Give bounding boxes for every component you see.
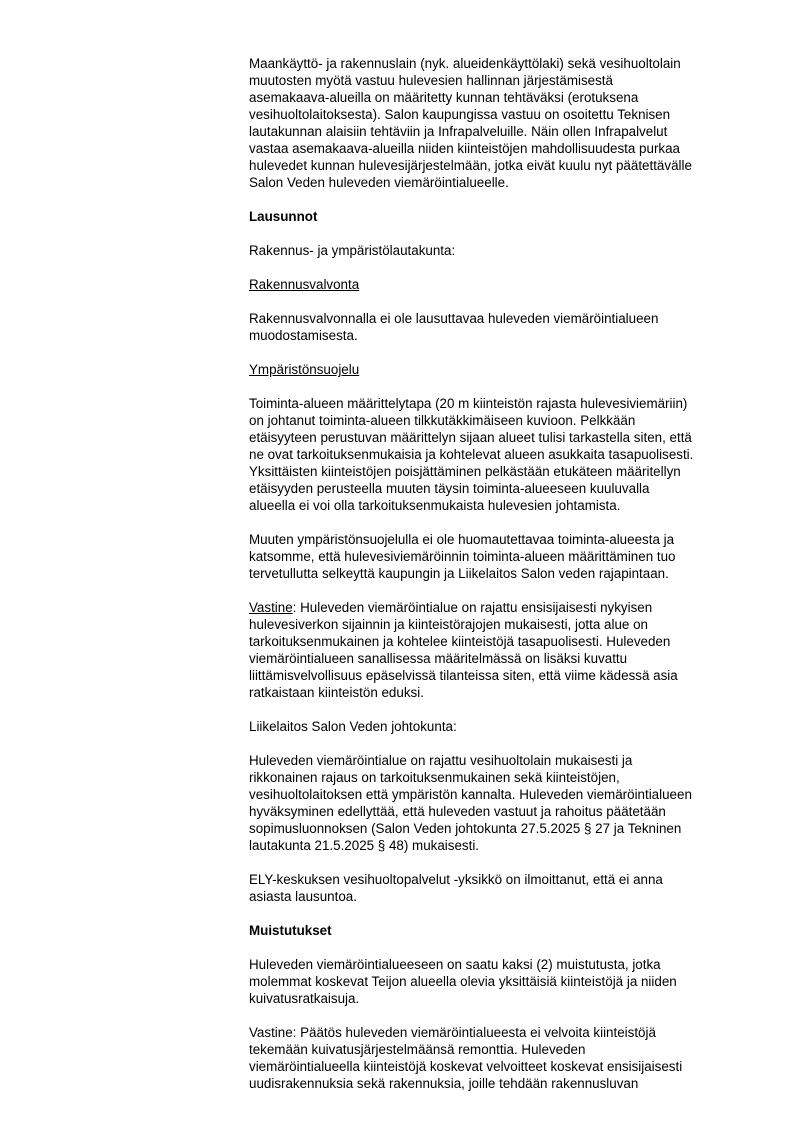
text-span: : Huleveden viemäröintialue on rajattu ensisijaisesti nykyisen: [292, 600, 653, 615]
text-line: Rakennusvalvonnalla ei ole lausuttavaa huleveden viemäröintialueen: [249, 311, 659, 326]
ymparistonsuojelu-heading: Ympäristönsuojelu: [249, 362, 360, 377]
vastine-label: Vastine: [249, 600, 293, 615]
text-line: hyväksyminen edellyttää, että huleveden vastuut ja rahoitus päätetään: [249, 804, 666, 819]
text-line: ne ovat tarkoituksenmukaisia ja kohtelevat alueen asukkaita tasapuolisesti.: [249, 447, 694, 462]
text-line: liittämisvelvollisuus epäselvissä tilanteissa siten, että viime kädessä asia: [249, 668, 678, 683]
text-line: hulevedet kunnan hulevesijärjestelmään, jotka eivät kuulu nyt päätettävälle: [249, 158, 692, 173]
vastine-paragraph-1: [249, 599, 729, 701]
text-line: vesihuoltolaitoksesta). Salon kaupungissa vastuu on osoitettu Teknisen: [249, 107, 671, 122]
text-line: asemakaava-alueilla on määritetty kunnan tehtäväksi (erotuksena: [249, 90, 639, 105]
text-line: Muuten ympäristönsuojelulla ei ole huomautettavaa toiminta-alueesta ja: [249, 532, 675, 547]
ely-paragraph: [249, 871, 729, 905]
text-line: lautakunnan alaisiin tehtäviin ja Infrapalveluille. Näin ollen Infrapalvelut: [249, 124, 668, 139]
text-line: muodostamisesta.: [249, 328, 358, 343]
text-line: kuivatusratkaisuja.: [249, 991, 360, 1006]
muistutukset-heading: Muistutukset: [249, 923, 332, 938]
text-line: alueella ei voi olla tarkoituksenmukaista hulevesien johtamista.: [249, 498, 621, 513]
salon-vesi-label: Liikelaitos Salon Veden johtokunta:: [249, 719, 457, 734]
text-line: on johtanut toiminta-alueen tilkkutäkkimäiseen kuvioon. Pelkkään: [249, 413, 636, 428]
text-line: muutosten myötä vastuu hulevesien hallinnan järjestämisestä: [249, 73, 613, 88]
text-line: tekemään kuivatusjärjestelmäänsä remonttia. Huleveden: [249, 1042, 586, 1057]
text-line: lautakunta 21.5.2025 § 48) mukaisesti.: [249, 838, 480, 853]
text-line: sopimusluonnoksen (Salon Veden johtokunta 27.5.2025 § 27 ja Tekninen: [249, 821, 682, 836]
text-line: katsomme, että hulevesiviemäröinnin toiminta-alueen määrittäminen tuo: [249, 549, 676, 564]
lausunnot-heading: Lausunnot: [249, 209, 318, 224]
text-line: Huleveden viemäröintialueeseen on saatu kaksi (2) muistutusta, jotka: [249, 957, 661, 972]
muistutukset-paragraph: [249, 956, 729, 1007]
salon-vesi-paragraph: [249, 752, 729, 854]
text-line: tervetullutta selkeyttä kaupungin ja Liikelaitos Salon veden rajapintaan.: [249, 566, 669, 581]
text-line: uudisrakennuksia sekä rakennuksia, joille tehdään rakennusluvan: [249, 1076, 639, 1091]
text-line: molemmat koskevat Teijon alueella olevia yksittäisiä kiinteistöjä ja niiden: [249, 974, 677, 989]
rakennusvalvonta-heading: Rakennusvalvonta: [249, 277, 360, 292]
text-line: ratkaistaan kiinteistön eduksi.: [249, 685, 424, 700]
text-line: viemäröintialueen sanallisessa määritelmässä on lisäksi kuvattu: [249, 651, 628, 666]
text-line: Yksittäisten kiinteistöjen poisjättäminen pelkästään etukäteen määritellyn: [249, 464, 681, 479]
vastine-paragraph-2: [249, 1024, 729, 1092]
text-line: ELY-keskuksen vesihuoltopalvelut -yksikkö on ilmoittanut, että ei anna: [249, 872, 663, 887]
text-line: Salon Veden huleveden viemäröintialueelle.: [249, 175, 509, 190]
text-line: Huleveden viemäröintialue on rajattu vesihuoltolain mukaisesti ja: [249, 753, 633, 768]
rakennus-label: Rakennus- ja ympäristölautakunta:: [249, 243, 456, 258]
text-line: vastaa asemakaava-alueilla niiden kiinteistöjen mahdollisuudesta purkaa: [249, 141, 680, 156]
ymparistonsuojelu-paragraph-2: [249, 531, 729, 582]
text-line: hulevesiverkon sijainnin ja kiinteistörajojen mukaisesti, jotta alue on: [249, 617, 648, 632]
text-line: vesihuoltolaitoksen että ympäristön kannalta. Huleveden viemäröintialueen: [249, 787, 692, 802]
text-line: Toiminta-alueen määrittelytapa (20 m kiinteistön rajasta hulevesiviemäriin): [249, 396, 688, 411]
text-line: Vastine: Päätös huleveden viemäröintialueesta ei velvoita kiinteistöjä: [249, 1025, 656, 1040]
text-line: asiasta lausuntoa.: [249, 889, 357, 904]
text-line: Maankäyttö- ja rakennuslain (nyk. alueidenkäyttölaki) sekä vesihuoltolain: [249, 56, 681, 71]
text-line: rikkonainen rajaus on tarkoituksenmukainen sekä kiinteistöjen,: [249, 770, 620, 785]
rakennusvalvonta-paragraph: [249, 310, 729, 344]
document-page: [249, 55, 729, 1092]
ymparistonsuojelu-paragraph-1: [249, 395, 729, 514]
text-line: tarkoituksenmukainen ja kohtelee kiinteistöjä tasapuolisesti. Huleveden: [249, 634, 671, 649]
text-line: etäisyyteen perustuvan määrittelyn sijaan alueet tulisi tarkastella siten, että: [249, 430, 692, 445]
text-line: viemäröintialueella kiinteistöjä koskevat velvoitteet koskevat ensisijaisesti: [249, 1059, 683, 1074]
text-line: etäisyyden perusteella muuten täysin toiminta-alueeseen kuuluvalla: [249, 481, 650, 496]
intro-paragraph: [249, 55, 729, 191]
